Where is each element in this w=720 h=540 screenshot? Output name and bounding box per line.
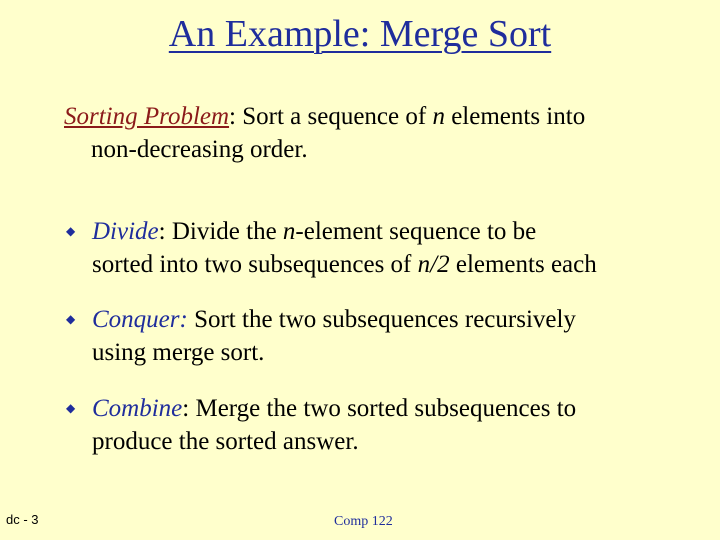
bullet-conquer [66,303,686,369]
diamond-bullet-icon: ◆ [66,401,76,415]
problem-line-2: non-decreasing order. [91,136,308,163]
diamond-bullet-icon: ◆ [66,312,76,326]
bullet-combine [66,392,686,458]
diamond-bullet-icon: ◆ [66,224,76,238]
bullet-line-2: produce the sorted answer. [92,428,359,455]
problem-statement [64,100,684,166]
bullet-term: Conquer: [92,306,188,333]
bullet-text: sorted into two subsequences of [92,251,418,278]
bullet-text: Sort the two subsequences recursively [187,306,576,333]
course-label: Comp 122 [334,514,393,529]
var-n-half: n/2 [417,251,450,278]
bullet-text: -element sequence to be [295,218,537,245]
problem-text-b: elements into [444,103,586,130]
bullet-text: : Merge the two sorted subsequences to [182,395,577,422]
bullet-line-2: using merge sort. [92,339,265,366]
var-n: n [282,218,296,245]
slide-title: An Example: Merge Sort [168,13,552,55]
problem-term: Sorting Problem [64,103,230,130]
bullet-line-1 [92,392,576,425]
problem-text-a: : Sort a sequence of [229,103,433,130]
bullet-line-1 [92,215,536,248]
bullet-divide [66,215,686,281]
bullet-line-2 [66,248,686,281]
var-n: n [432,103,445,130]
problem-line-1 [64,100,684,133]
bullet-term: Divide [92,218,159,245]
bullet-line-1 [92,303,576,336]
bullet-text: elements each [449,251,597,278]
bullet-term: Combine [92,395,183,422]
bullet-text: : Divide the [158,218,283,245]
slide-number: dc - 3 [6,512,39,527]
